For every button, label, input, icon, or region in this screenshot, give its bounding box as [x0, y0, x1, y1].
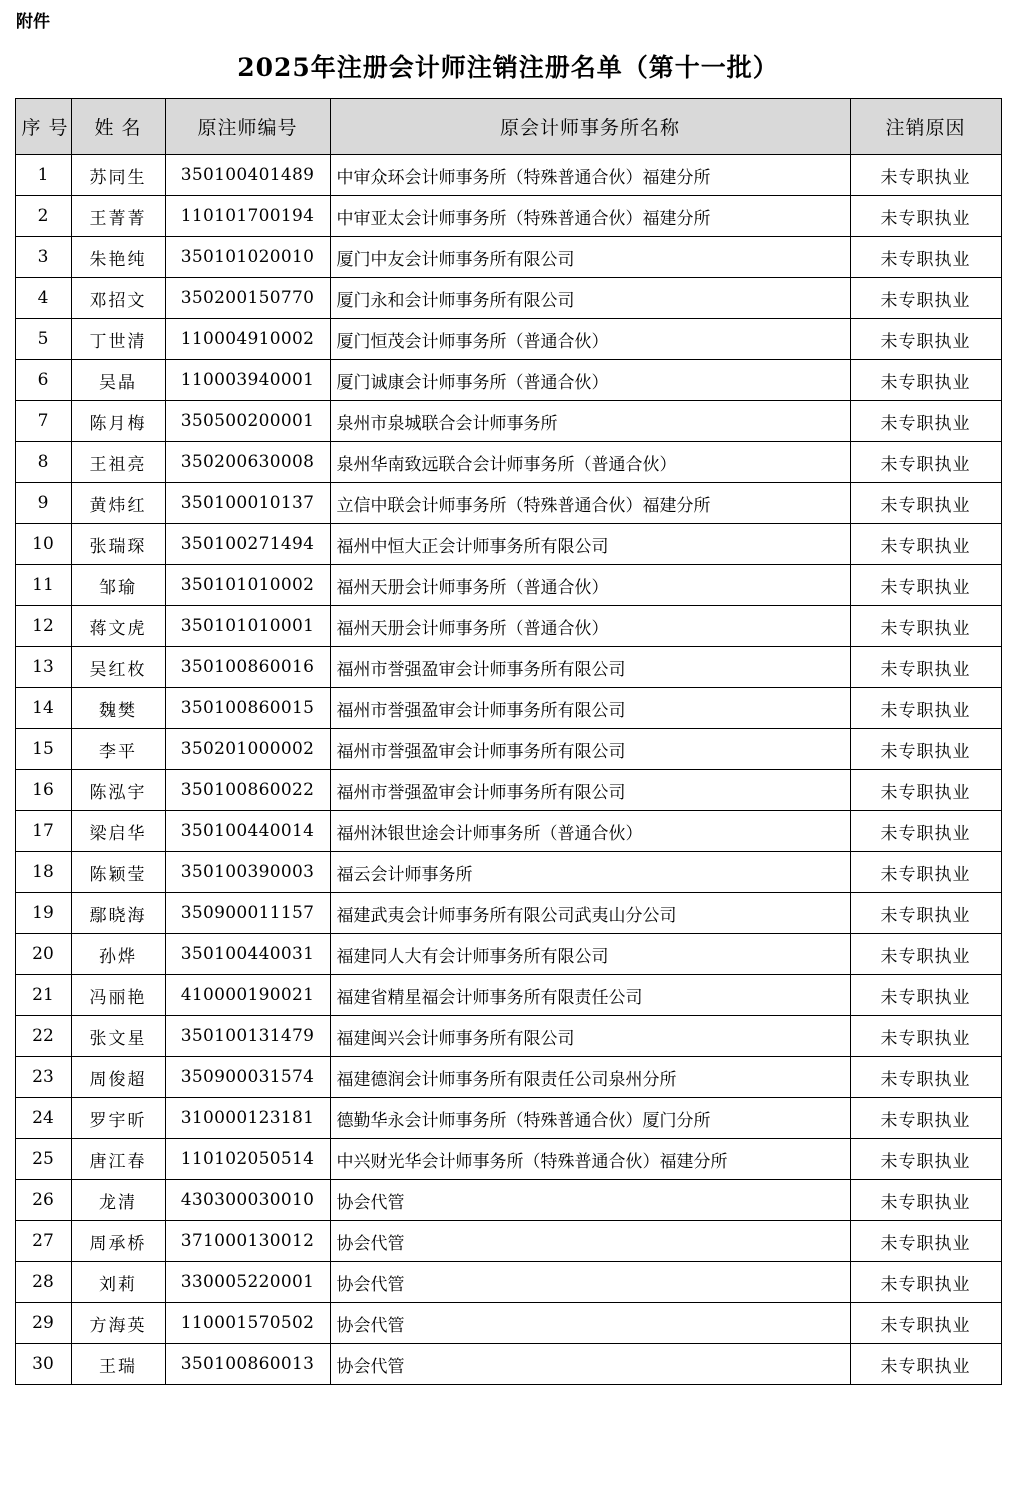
- table-row: [15, 1303, 1001, 1344]
- table-row: [15, 729, 1001, 770]
- row-firm: 厦门永和会计师事务所有限公司: [330, 278, 850, 319]
- row-number: 350100860015: [165, 688, 330, 729]
- row-name: 陈泓宇: [71, 770, 165, 811]
- row-index: 2: [15, 196, 71, 237]
- row-reason: 未专职执业: [850, 934, 1001, 975]
- table-row: [15, 893, 1001, 934]
- row-number: 371000130012: [165, 1221, 330, 1262]
- row-index: 30: [15, 1344, 71, 1385]
- row-firm: 福州中恒大正会计师事务所有限公司: [330, 524, 850, 565]
- row-name: 苏同生: [71, 155, 165, 196]
- row-firm: 中审众环会计师事务所（特殊普通合伙）福建分所: [330, 155, 850, 196]
- row-reason: 未专职执业: [850, 1221, 1001, 1262]
- row-firm: 福建闽兴会计师事务所有限公司: [330, 1016, 850, 1057]
- deregistration-table: [15, 98, 1002, 1385]
- row-name: 陈颖莹: [71, 852, 165, 893]
- row-reason: 未专职执业: [850, 237, 1001, 278]
- row-firm: 福州沐银世途会计师事务所（普通合伙）: [330, 811, 850, 852]
- row-index: 6: [15, 360, 71, 401]
- row-index: 11: [15, 565, 71, 606]
- row-reason: 未专职执业: [850, 565, 1001, 606]
- row-reason: 未专职执业: [850, 811, 1001, 852]
- row-index: 10: [15, 524, 71, 565]
- row-reason: 未专职执业: [850, 196, 1001, 237]
- table-row: [15, 770, 1001, 811]
- row-name: 罗宇昕: [71, 1098, 165, 1139]
- row-number: 350200630008: [165, 442, 330, 483]
- row-name: 梁启华: [71, 811, 165, 852]
- table-row: [15, 319, 1001, 360]
- row-name: 李平: [71, 729, 165, 770]
- row-index: 28: [15, 1262, 71, 1303]
- row-number: 350100860016: [165, 647, 330, 688]
- row-reason: 未专职执业: [850, 1303, 1001, 1344]
- table-row: [15, 688, 1001, 729]
- attachment-label: 附件: [16, 12, 50, 31]
- page-title: 2025年注册会计师注销注册名单（第十一批）: [237, 53, 779, 82]
- row-name: 孙烨: [71, 934, 165, 975]
- row-number: 110004910002: [165, 319, 330, 360]
- row-reason: 未专职执业: [850, 729, 1001, 770]
- row-number: 350101020010: [165, 237, 330, 278]
- row-index: 5: [15, 319, 71, 360]
- row-number: 410000190021: [165, 975, 330, 1016]
- row-number: 110003940001: [165, 360, 330, 401]
- row-reason: 未专职执业: [850, 442, 1001, 483]
- row-reason: 未专职执业: [850, 1180, 1001, 1221]
- row-reason: 未专职执业: [850, 606, 1001, 647]
- table-row: [15, 1057, 1001, 1098]
- table-row: [15, 1139, 1001, 1180]
- table-row: [15, 606, 1001, 647]
- row-index: 7: [15, 401, 71, 442]
- row-firm: 福云会计师事务所: [330, 852, 850, 893]
- row-reason: 未专职执业: [850, 1262, 1001, 1303]
- table-row: [15, 934, 1001, 975]
- row-number: 350900011157: [165, 893, 330, 934]
- row-index: 19: [15, 893, 71, 934]
- row-reason: 未专职执业: [850, 278, 1001, 319]
- row-number: 350100401489: [165, 155, 330, 196]
- row-reason: 未专职执业: [850, 1344, 1001, 1385]
- column-header-reason: 注销原因: [850, 99, 1001, 155]
- row-number: 330005220001: [165, 1262, 330, 1303]
- table-row: [15, 442, 1001, 483]
- column-header-firm: 原会计师事务所名称: [330, 99, 850, 155]
- row-name: 吴晶: [71, 360, 165, 401]
- table-row: [15, 360, 1001, 401]
- row-name: 张文星: [71, 1016, 165, 1057]
- row-firm: 福州天册会计师事务所（普通合伙）: [330, 565, 850, 606]
- row-reason: 未专职执业: [850, 688, 1001, 729]
- table-row: [15, 975, 1001, 1016]
- row-name: 刘莉: [71, 1262, 165, 1303]
- table-row: [15, 1180, 1001, 1221]
- row-firm: 福州市誉强盈审会计师事务所有限公司: [330, 770, 850, 811]
- row-name: 周俊超: [71, 1057, 165, 1098]
- row-name: 魏樊: [71, 688, 165, 729]
- row-reason: 未专职执业: [850, 975, 1001, 1016]
- row-name: 周承桥: [71, 1221, 165, 1262]
- row-name: 王菁菁: [71, 196, 165, 237]
- row-number: 350100010137: [165, 483, 330, 524]
- row-index: 20: [15, 934, 71, 975]
- table-row: [15, 278, 1001, 319]
- row-index: 18: [15, 852, 71, 893]
- row-firm: 德勤华永会计师事务所（特殊普通合伙）厦门分所: [330, 1098, 850, 1139]
- row-number: 350100440031: [165, 934, 330, 975]
- row-name: 邹瑜: [71, 565, 165, 606]
- row-number: 430300030010: [165, 1180, 330, 1221]
- row-reason: 未专职执业: [850, 893, 1001, 934]
- row-name: 王祖亮: [71, 442, 165, 483]
- row-firm: 泉州市泉城联合会计师事务所: [330, 401, 850, 442]
- row-reason: 未专职执业: [850, 647, 1001, 688]
- row-firm: 泉州华南致远联合会计师事务所（普通合伙）: [330, 442, 850, 483]
- row-name: 鄢晓海: [71, 893, 165, 934]
- row-index: 29: [15, 1303, 71, 1344]
- table-row: [15, 401, 1001, 442]
- column-header-number: 原注师编号: [165, 99, 330, 155]
- row-reason: 未专职执业: [850, 360, 1001, 401]
- row-number: 350900031574: [165, 1057, 330, 1098]
- row-reason: 未专职执业: [850, 319, 1001, 360]
- table-row: [15, 852, 1001, 893]
- row-name: 吴红枚: [71, 647, 165, 688]
- row-index: 22: [15, 1016, 71, 1057]
- table-row: [15, 565, 1001, 606]
- row-firm: 协会代管: [330, 1344, 850, 1385]
- row-firm: 福州市誉强盈审会计师事务所有限公司: [330, 729, 850, 770]
- row-number: 110101700194: [165, 196, 330, 237]
- table-header-row: [15, 99, 1001, 155]
- row-firm: 福建德润会计师事务所有限责任公司泉州分所: [330, 1057, 850, 1098]
- row-number: 350100860013: [165, 1344, 330, 1385]
- row-index: 8: [15, 442, 71, 483]
- table-row: [15, 196, 1001, 237]
- row-index: 1: [15, 155, 71, 196]
- row-name: 陈月梅: [71, 401, 165, 442]
- row-index: 16: [15, 770, 71, 811]
- table-row: [15, 811, 1001, 852]
- row-firm: 立信中联会计师事务所（特殊普通合伙）福建分所: [330, 483, 850, 524]
- row-index: 23: [15, 1057, 71, 1098]
- row-firm: 协会代管: [330, 1221, 850, 1262]
- row-number: 350500200001: [165, 401, 330, 442]
- row-reason: 未专职执业: [850, 1139, 1001, 1180]
- row-index: 13: [15, 647, 71, 688]
- row-firm: 中兴财光华会计师事务所（特殊普通合伙）福建分所: [330, 1139, 850, 1180]
- row-index: 15: [15, 729, 71, 770]
- row-firm: 福建同人大有会计师事务所有限公司: [330, 934, 850, 975]
- row-reason: 未专职执业: [850, 524, 1001, 565]
- row-name: 张瑞琛: [71, 524, 165, 565]
- row-name: 唐江春: [71, 1139, 165, 1180]
- row-index: 17: [15, 811, 71, 852]
- row-name: 蒋文虎: [71, 606, 165, 647]
- row-firm: 福州市誉强盈审会计师事务所有限公司: [330, 688, 850, 729]
- row-index: 4: [15, 278, 71, 319]
- row-number: 350100131479: [165, 1016, 330, 1057]
- row-name: 王瑞: [71, 1344, 165, 1385]
- row-name: 龙清: [71, 1180, 165, 1221]
- row-index: 27: [15, 1221, 71, 1262]
- table-row: [15, 483, 1001, 524]
- row-number: 350100440014: [165, 811, 330, 852]
- row-firm: 福州天册会计师事务所（普通合伙）: [330, 606, 850, 647]
- row-number: 350100390003: [165, 852, 330, 893]
- row-reason: 未专职执业: [850, 852, 1001, 893]
- row-firm: 厦门诚康会计师事务所（普通合伙）: [330, 360, 850, 401]
- row-number: 350100860022: [165, 770, 330, 811]
- row-firm: 协会代管: [330, 1303, 850, 1344]
- row-firm: 协会代管: [330, 1180, 850, 1221]
- row-firm: 厦门中友会计师事务所有限公司: [330, 237, 850, 278]
- row-index: 26: [15, 1180, 71, 1221]
- table-row: [15, 1221, 1001, 1262]
- table-row: [15, 524, 1001, 565]
- row-reason: 未专职执业: [850, 483, 1001, 524]
- column-header-index: 序 号: [15, 99, 71, 155]
- row-reason: 未专职执业: [850, 1057, 1001, 1098]
- row-name: 方海英: [71, 1303, 165, 1344]
- row-number: 350200150770: [165, 278, 330, 319]
- row-index: 21: [15, 975, 71, 1016]
- row-reason: 未专职执业: [850, 770, 1001, 811]
- table-row: [15, 237, 1001, 278]
- table-row: [15, 1098, 1001, 1139]
- row-number: 110102050514: [165, 1139, 330, 1180]
- table-row: [15, 1262, 1001, 1303]
- row-number: 310000123181: [165, 1098, 330, 1139]
- row-index: 25: [15, 1139, 71, 1180]
- row-index: 24: [15, 1098, 71, 1139]
- row-reason: 未专职执业: [850, 401, 1001, 442]
- column-header-name: 姓 名: [71, 99, 165, 155]
- row-index: 12: [15, 606, 71, 647]
- row-reason: 未专职执业: [850, 155, 1001, 196]
- row-name: 邓招文: [71, 278, 165, 319]
- table-row: [15, 1344, 1001, 1385]
- row-firm: 协会代管: [330, 1262, 850, 1303]
- table-row: [15, 1016, 1001, 1057]
- row-reason: 未专职执业: [850, 1098, 1001, 1139]
- row-name: 黄炜红: [71, 483, 165, 524]
- table-row: [15, 155, 1001, 196]
- row-firm: 福建省精星福会计师事务所有限责任公司: [330, 975, 850, 1016]
- row-number: 110001570502: [165, 1303, 330, 1344]
- row-number: 350101010001: [165, 606, 330, 647]
- row-name: 冯丽艳: [71, 975, 165, 1016]
- row-number: 350100271494: [165, 524, 330, 565]
- row-firm: 福州市誉强盈审会计师事务所有限公司: [330, 647, 850, 688]
- row-index: 14: [15, 688, 71, 729]
- row-index: 9: [15, 483, 71, 524]
- row-name: 丁世清: [71, 319, 165, 360]
- row-number: 350101010002: [165, 565, 330, 606]
- row-firm: 厦门恒茂会计师事务所（普通合伙）: [330, 319, 850, 360]
- row-firm: 福建武夷会计师事务所有限公司武夷山分公司: [330, 893, 850, 934]
- row-firm: 中审亚太会计师事务所（特殊普通合伙）福建分所: [330, 196, 850, 237]
- row-name: 朱艳纯: [71, 237, 165, 278]
- table-row: [15, 647, 1001, 688]
- row-number: 350201000002: [165, 729, 330, 770]
- row-index: 3: [15, 237, 71, 278]
- row-reason: 未专职执业: [850, 1016, 1001, 1057]
